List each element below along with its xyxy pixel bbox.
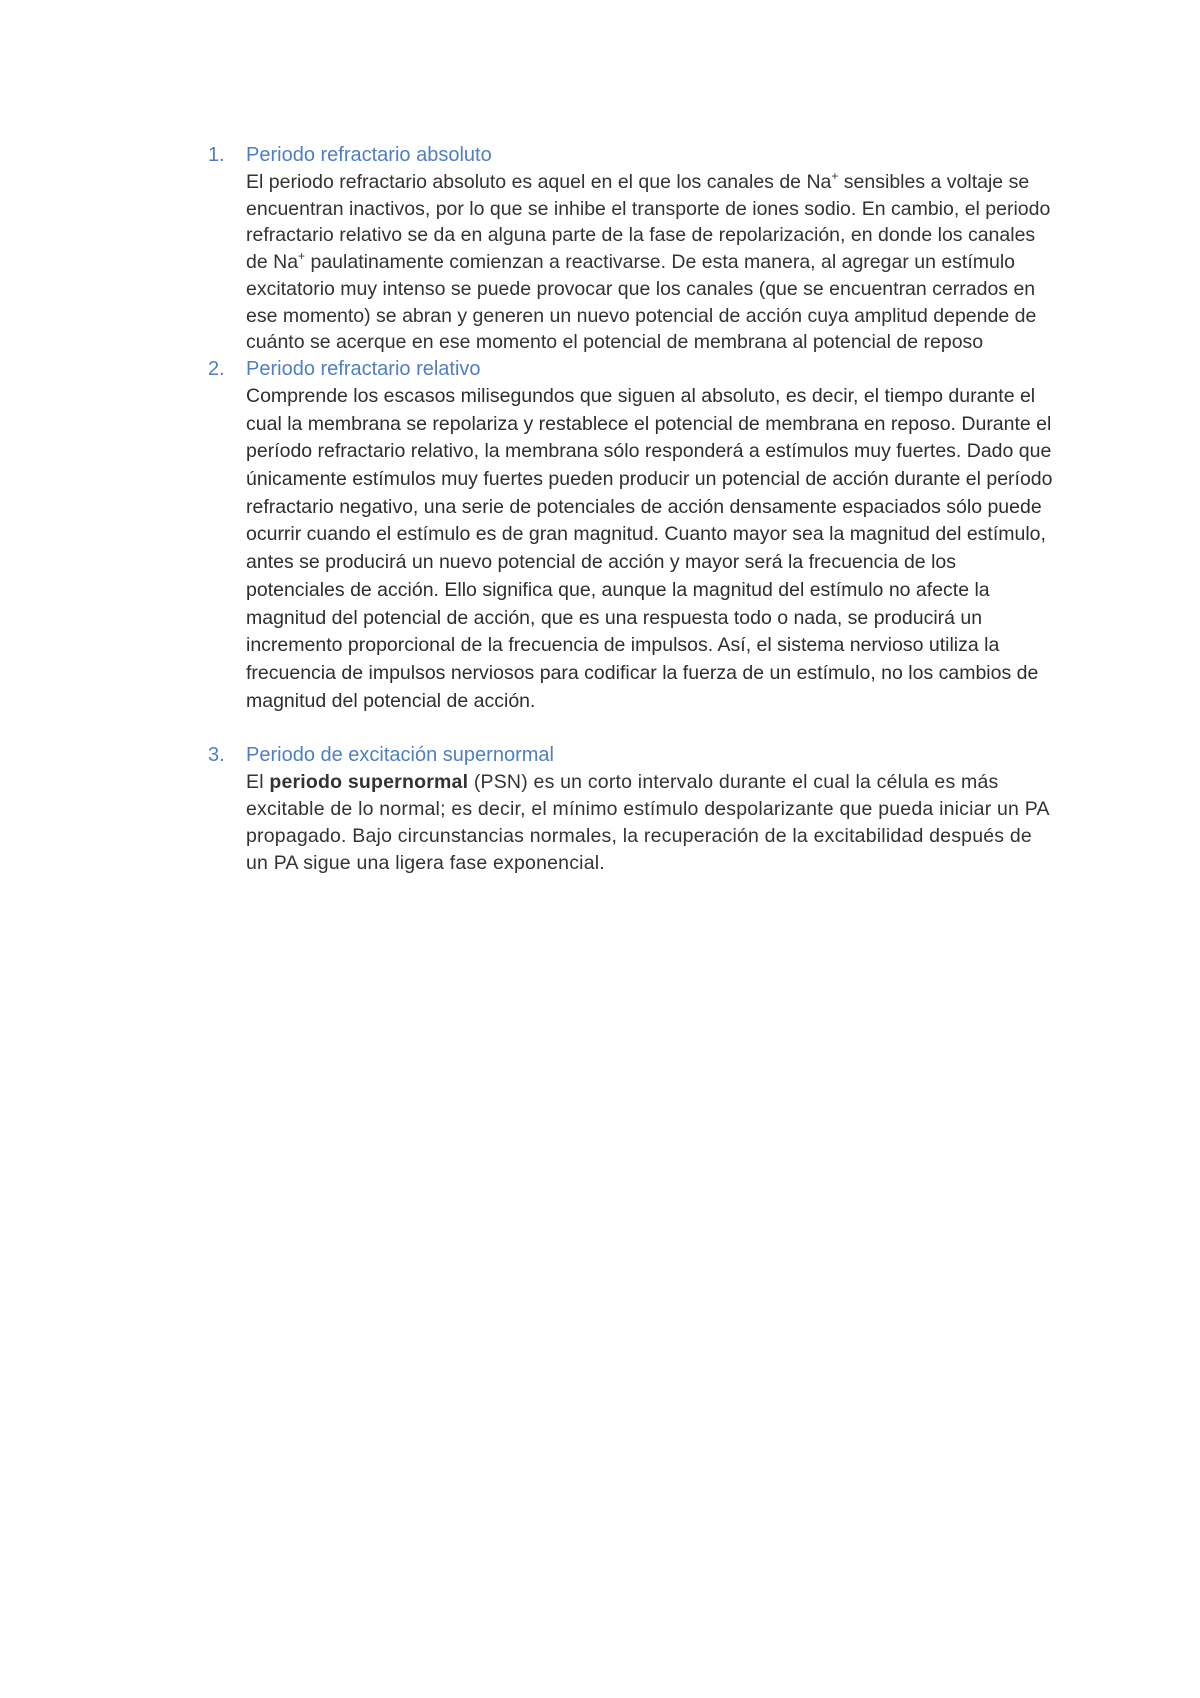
section-paragraph bbox=[246, 169, 1058, 356]
section-heading: Periodo refractario absoluto bbox=[246, 144, 492, 166]
superscript: + bbox=[831, 169, 839, 183]
paragraph-text: paulatinamente comienzan a reactivarse. De esta manera, al agregar un estímulo excitatorio muy intenso se puede provocar que los canales (que se encuentran cerrados en ese momento) se abran y generen un nuevo potencial de acción cuya amplitud depende de cuánto se acerque en ese momento el potencial de membrana al potencial de reposo bbox=[246, 251, 1037, 354]
list-number: 1. bbox=[208, 144, 225, 166]
section-paragraph: Comprende los escasos milisegundos que siguen al absoluto, es decir, el tiempo durante el cual la membrana se repolariza y restablece el potencial de membrana en reposo. Durante el período refractario relativo, la membrana sólo responderá a estímulos muy fuertes. Dado que únicamente estímulos muy fuertes pueden producir un potencial de acción durante el período refractario negativo, una serie de potenciales de acción densamente espaciados sólo puede ocurrir cuando el estímulo es de gran magnitud. Cuanto mayor sea la magnitud del estímulo, antes se producirá un nuevo potencial de acción y mayor será la frecuencia de los potenciales de acción. Ello significa que, aunque la magnitud del estímulo no afecte la magnitud del potencial de acción, que es una respuesta todo o nada, se producirá un incremento proporcional de la frecuencia de impulsos. Así, el sistema nervioso utiliza la frecuencia de impulsos nerviosos para codificar la fuerza de un estímulo, no los cambios de magnitud del potencial de acción. bbox=[246, 384, 1053, 712]
list-item-3 bbox=[208, 742, 1058, 877]
superscript: + bbox=[298, 249, 306, 264]
section-heading: Periodo refractario relativo bbox=[246, 357, 481, 380]
list-number: 2. bbox=[208, 357, 225, 380]
paragraph-text: El bbox=[246, 771, 270, 794]
paragraph-text: El periodo refractario absoluto es aquel en el que los canales de Na bbox=[246, 171, 832, 193]
numbered-list bbox=[208, 142, 1058, 877]
list-item-2 bbox=[208, 356, 1058, 715]
paragraph-text: sensibles a voltaje se encuentran inactivos, por lo que se inhibe el transporte de iones sodio. En cambio, el periodo refractario relativo se da en alguna parte de la fase de repolarización, en donde los canales de Na bbox=[246, 171, 1051, 274]
section-paragraph bbox=[246, 769, 1058, 877]
paragraph-text: (PSN) es un corto intervalo durante el cual la célula es más excitable de lo normal; es decir, el mínimo estímulo despolarizante que pueda iniciar un PA propagado. Bajo circunstancias normales, la recuperación de la excitabilidad después de un PA sigue una ligera fase exponencial. bbox=[246, 771, 1049, 875]
section-heading: Periodo de excitación supernormal bbox=[246, 744, 554, 767]
list-item-1 bbox=[208, 142, 1058, 356]
list-number: 3. bbox=[208, 744, 225, 767]
bold-term: periodo supernormal bbox=[269, 771, 469, 794]
